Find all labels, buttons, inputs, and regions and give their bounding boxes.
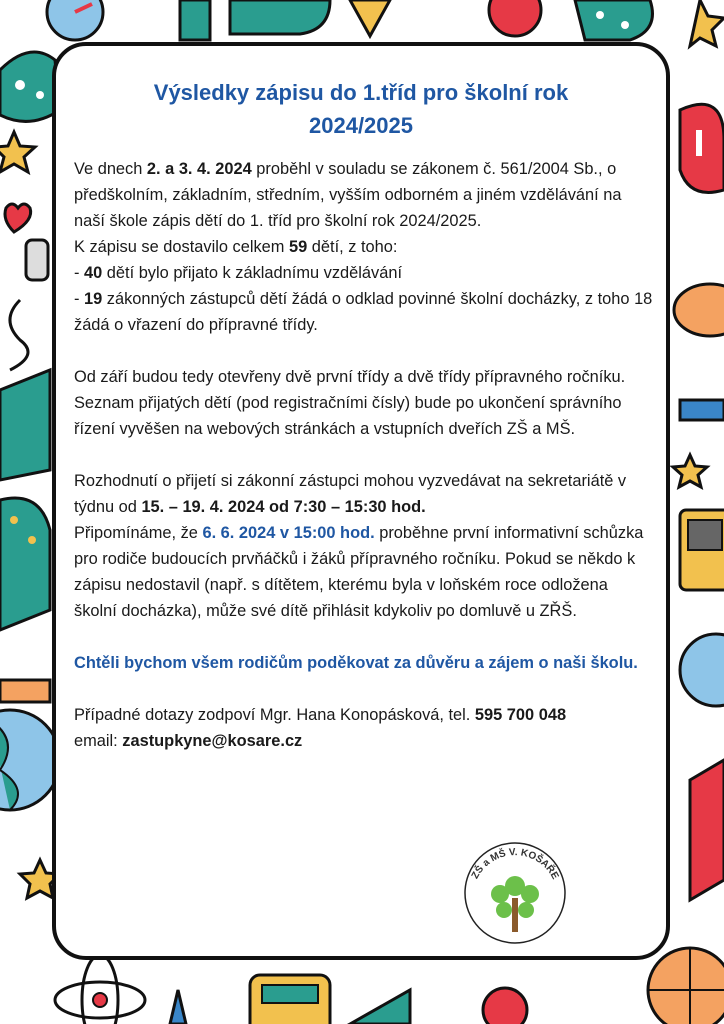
text-span: - [74,290,85,308]
backpack-icon [180,0,330,40]
text-span: Případné dotazy zodpoví Mgr. Hana Konopásková, tel. [74,706,475,724]
accepted-line [74,260,654,286]
text-span: Rozhodnutí o přijetí si zákonní zástupci mohou vyzvedávat na sekretariátě v týdnu od [74,472,627,516]
pencil-icon [690,760,724,900]
title-line-2: 2024/2025 [309,113,413,138]
text-span: Ve dnech [74,160,147,178]
email-paragraph [74,728,654,754]
flask-icon [575,0,653,40]
announcement-card [52,42,670,960]
book-icon [0,680,50,702]
heart-icon [5,204,31,232]
apple-icon [483,988,527,1024]
text-span: zákonných zástupců dětí žádá o odklad povinné školní docházky, z toho 18 žádá o vřazení do přípravné třídy. [74,290,653,334]
flask-icon [0,52,60,121]
page-title [56,76,666,142]
text-span: Připomínáme, že [74,524,203,542]
basketball-icon [648,948,724,1024]
text-span: K zápisu se dostavilo celkem [74,238,289,256]
intro-paragraph [74,156,654,234]
meeting-datetime: 6. 6. 2024 v 15:00 hod. [202,524,375,542]
backpack-icon [0,498,50,630]
logo-text: ZŠ a MŠ V. KOŠAŘE [469,847,561,882]
star-icon [673,455,707,487]
announcement-body [74,156,654,754]
atom-icon [55,955,145,1024]
school-logo [460,836,570,946]
globe-icon [680,634,724,706]
ruler-icon [680,400,724,420]
text-span: proběhl v souladu se zákonem č. 561/2004 Sb., o předškolním, základním, středním, vyšším odborném a jiném vzdělávání na naší škole zápis dětí do 1. tříd pro školní rok 2024/2025. [74,160,622,230]
email-address[interactable]: zastupkyne@kosare.cz [122,732,303,750]
deferral-count: 19 [84,290,103,308]
ruler-icon [0,370,50,480]
decision-paragraph [74,468,654,520]
attendance-paragraph [74,234,654,260]
text-span: - [74,264,85,282]
star-icon [690,0,724,46]
deferral-line [74,286,654,338]
total-children-count: 59 [289,238,308,256]
text-span: email: [74,732,123,750]
apple-icon [489,0,541,36]
headphones-icon [10,240,48,370]
phone-number: 595 700 048 [474,706,567,724]
alarm-clock-icon [47,0,103,40]
contact-paragraph [74,702,654,728]
thanks-paragraph: Chtěli bychom všem rodičům poděkovat za důvěru a zájem o naši školu. [74,654,638,672]
text-span: proběhne první informativní schůzka pro rodiče budoucích prvňáčků i žáků přípravného ročníku. Pokud se někdo k zápisu nedostavil (např. s dítětem, kterému byla v loňském roce odložena školní docházka), může své dítě přihlásit kdykoliv po domluvě u ZŘŠ. [74,524,644,620]
speech-bubble-icon [680,104,724,192]
ruler-icon [350,990,410,1024]
text-span: dětí bylo přijato k základnímu vzdělávání [102,264,402,282]
rugby-ball-icon [674,284,724,336]
meeting-paragraph [74,520,654,624]
title-line-1: Výsledky zápisu do 1.tříd pro školní rok [153,80,569,105]
enrollment-dates: 2. a 3. 4. 2024 [146,160,252,178]
pickup-dates: 15. – 19. 4. 2024 od 7:30 – 15:30 hod. [141,498,426,516]
globe-icon [0,710,60,810]
classes-paragraph: Od září budou tedy otevřeny dvě první třídy a dvě třídy přípravného ročníku. Seznam přijatých dětí (pod registračními čísly) bude po ukončení správního řízení vyvěšen na webových stránkách a vstupních dveřích ZŠ a MŠ. [74,368,626,438]
star-icon [0,132,35,172]
calculator-icon [680,510,724,590]
pencil-icon [350,0,390,36]
text-span: dětí, z toho: [307,238,398,256]
pencil-icon [170,990,186,1024]
accepted-count: 40 [84,264,103,282]
calculator-icon [250,975,330,1024]
